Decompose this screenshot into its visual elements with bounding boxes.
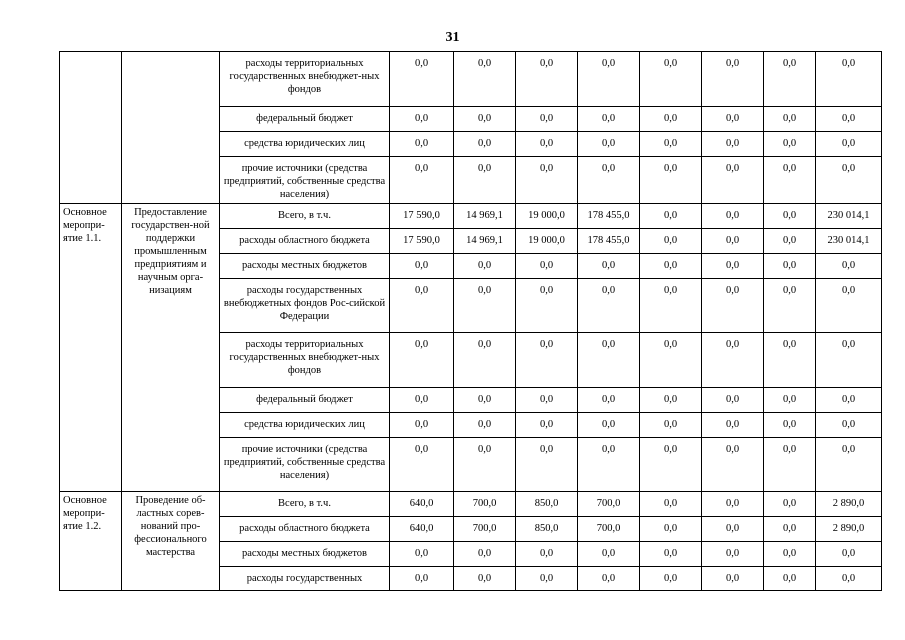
value-cell: 19 000,0 xyxy=(516,229,578,254)
value-cell: 0,0 xyxy=(764,438,816,492)
value-cell: 0,0 xyxy=(816,107,882,132)
value-cell: 0,0 xyxy=(702,517,764,542)
value-cell: 0,0 xyxy=(454,279,516,333)
value-cell: 0,0 xyxy=(578,157,640,204)
description-cell xyxy=(122,52,220,204)
value-cell: 0,0 xyxy=(816,132,882,157)
value-cell: 0,0 xyxy=(764,254,816,279)
value-cell: 17 590,0 xyxy=(390,204,454,229)
value-cell: 0,0 xyxy=(764,492,816,517)
value-cell: 0,0 xyxy=(516,107,578,132)
value-cell: 0,0 xyxy=(454,333,516,388)
value-cell: 0,0 xyxy=(516,413,578,438)
value-cell: 0,0 xyxy=(390,52,454,107)
value-cell: 0,0 xyxy=(764,333,816,388)
measure-cell: Основное меропри-ятие 1.2. xyxy=(60,492,122,591)
funding-source-cell: прочие источники (средства предприятий, собственные средства населения) xyxy=(220,438,390,492)
value-cell: 0,0 xyxy=(516,52,578,107)
value-cell: 0,0 xyxy=(578,388,640,413)
value-cell: 0,0 xyxy=(454,567,516,591)
value-cell: 0,0 xyxy=(816,438,882,492)
funding-source-cell: расходы территориальных государственных внебюджет-ных фондов xyxy=(220,52,390,107)
funding-source-cell: расходы территориальных государственных внебюджет-ных фондов xyxy=(220,333,390,388)
value-cell: 0,0 xyxy=(640,204,702,229)
value-cell: 640,0 xyxy=(390,492,454,517)
budget-table xyxy=(59,51,882,591)
value-cell: 0,0 xyxy=(640,157,702,204)
value-cell: 0,0 xyxy=(454,542,516,567)
value-cell: 230 014,1 xyxy=(816,229,882,254)
value-cell: 2 890,0 xyxy=(816,517,882,542)
value-cell: 0,0 xyxy=(702,542,764,567)
value-cell: 0,0 xyxy=(516,438,578,492)
value-cell: 0,0 xyxy=(640,388,702,413)
value-cell: 0,0 xyxy=(640,567,702,591)
value-cell: 0,0 xyxy=(454,254,516,279)
value-cell: 700,0 xyxy=(454,517,516,542)
measure-cell: Основное меропри-ятие 1.1. xyxy=(60,204,122,492)
value-cell: 0,0 xyxy=(640,254,702,279)
value-cell: 0,0 xyxy=(764,229,816,254)
value-cell: 0,0 xyxy=(454,388,516,413)
value-cell: 0,0 xyxy=(764,132,816,157)
value-cell: 0,0 xyxy=(764,567,816,591)
value-cell: 0,0 xyxy=(702,132,764,157)
description-cell: Проведение об-ластных сорев-нований про-фессионального мастерства xyxy=(122,492,220,591)
value-cell: 0,0 xyxy=(702,157,764,204)
value-cell: 0,0 xyxy=(816,52,882,107)
funding-source-cell: расходы государственных внебюджетных фондов Рос-сийской Федерации xyxy=(220,279,390,333)
value-cell: 0,0 xyxy=(390,254,454,279)
value-cell: 0,0 xyxy=(390,132,454,157)
value-cell: 0,0 xyxy=(516,333,578,388)
value-cell: 0,0 xyxy=(764,279,816,333)
funding-source-cell: средства юридических лиц xyxy=(220,132,390,157)
value-cell: 0,0 xyxy=(578,413,640,438)
value-cell: 0,0 xyxy=(578,279,640,333)
value-cell: 0,0 xyxy=(390,157,454,204)
value-cell: 0,0 xyxy=(702,567,764,591)
value-cell: 0,0 xyxy=(454,413,516,438)
value-cell: 0,0 xyxy=(454,107,516,132)
value-cell: 0,0 xyxy=(454,52,516,107)
value-cell: 0,0 xyxy=(764,542,816,567)
value-cell: 0,0 xyxy=(816,157,882,204)
value-cell: 0,0 xyxy=(390,279,454,333)
value-cell: 0,0 xyxy=(390,413,454,438)
value-cell: 0,0 xyxy=(702,204,764,229)
value-cell: 178 455,0 xyxy=(578,204,640,229)
value-cell: 0,0 xyxy=(702,388,764,413)
value-cell: 230 014,1 xyxy=(816,204,882,229)
value-cell: 0,0 xyxy=(816,413,882,438)
funding-source-cell: расходы областного бюджета xyxy=(220,229,390,254)
value-cell: 19 000,0 xyxy=(516,204,578,229)
value-cell: 0,0 xyxy=(702,438,764,492)
value-cell: 700,0 xyxy=(454,492,516,517)
value-cell: 0,0 xyxy=(702,229,764,254)
value-cell: 0,0 xyxy=(578,132,640,157)
value-cell: 0,0 xyxy=(702,333,764,388)
value-cell: 0,0 xyxy=(640,413,702,438)
value-cell: 0,0 xyxy=(390,107,454,132)
value-cell: 0,0 xyxy=(764,157,816,204)
value-cell: 0,0 xyxy=(516,567,578,591)
value-cell: 640,0 xyxy=(390,517,454,542)
value-cell: 0,0 xyxy=(816,254,882,279)
value-cell: 0,0 xyxy=(702,279,764,333)
description-cell: Предоставление государствен-ной поддержки промышленным предприятиям и научным орга-низациям xyxy=(122,204,220,492)
value-cell: 0,0 xyxy=(764,204,816,229)
value-cell: 0,0 xyxy=(578,107,640,132)
value-cell: 0,0 xyxy=(640,438,702,492)
value-cell: 0,0 xyxy=(516,254,578,279)
value-cell: 0,0 xyxy=(640,132,702,157)
value-cell: 0,0 xyxy=(516,542,578,567)
value-cell: 0,0 xyxy=(702,52,764,107)
funding-source-cell: расходы местных бюджетов xyxy=(220,254,390,279)
funding-source-cell: средства юридических лиц xyxy=(220,413,390,438)
value-cell: 0,0 xyxy=(640,279,702,333)
value-cell: 0,0 xyxy=(816,567,882,591)
value-cell: 0,0 xyxy=(516,279,578,333)
table-row xyxy=(60,492,882,517)
value-cell: 0,0 xyxy=(816,542,882,567)
value-cell: 0,0 xyxy=(640,542,702,567)
value-cell: 0,0 xyxy=(578,438,640,492)
funding-source-cell: федеральный бюджет xyxy=(220,388,390,413)
measure-cell xyxy=(60,52,122,204)
value-cell: 0,0 xyxy=(578,333,640,388)
value-cell: 0,0 xyxy=(702,492,764,517)
value-cell: 2 890,0 xyxy=(816,492,882,517)
value-cell: 0,0 xyxy=(816,333,882,388)
table-row xyxy=(60,204,882,229)
value-cell: 0,0 xyxy=(578,567,640,591)
value-cell: 0,0 xyxy=(640,333,702,388)
value-cell: 0,0 xyxy=(454,132,516,157)
value-cell: 0,0 xyxy=(764,517,816,542)
value-cell: 700,0 xyxy=(578,492,640,517)
value-cell: 0,0 xyxy=(702,107,764,132)
value-cell: 14 969,1 xyxy=(454,229,516,254)
value-cell: 0,0 xyxy=(640,52,702,107)
funding-source-cell: расходы государственных xyxy=(220,567,390,591)
value-cell: 0,0 xyxy=(816,279,882,333)
value-cell: 700,0 xyxy=(578,517,640,542)
value-cell: 0,0 xyxy=(640,492,702,517)
value-cell: 14 969,1 xyxy=(454,204,516,229)
table-row xyxy=(60,52,882,107)
value-cell: 0,0 xyxy=(702,413,764,438)
funding-source-cell: расходы местных бюджетов xyxy=(220,542,390,567)
value-cell: 0,0 xyxy=(764,107,816,132)
value-cell: 0,0 xyxy=(578,52,640,107)
value-cell: 850,0 xyxy=(516,517,578,542)
value-cell: 0,0 xyxy=(390,567,454,591)
value-cell: 0,0 xyxy=(390,542,454,567)
value-cell: 0,0 xyxy=(390,438,454,492)
value-cell: 0,0 xyxy=(390,333,454,388)
value-cell: 850,0 xyxy=(516,492,578,517)
value-cell: 0,0 xyxy=(516,132,578,157)
value-cell: 0,0 xyxy=(454,157,516,204)
funding-source-cell: прочие источники (средства предприятий, собственные средства населения) xyxy=(220,157,390,204)
value-cell: 17 590,0 xyxy=(390,229,454,254)
value-cell: 0,0 xyxy=(640,107,702,132)
value-cell: 0,0 xyxy=(454,438,516,492)
value-cell: 0,0 xyxy=(516,157,578,204)
value-cell: 0,0 xyxy=(764,413,816,438)
value-cell: 0,0 xyxy=(640,229,702,254)
funding-source-cell: Всего, в т.ч. xyxy=(220,204,390,229)
value-cell: 0,0 xyxy=(578,542,640,567)
page-number: 31 xyxy=(445,30,460,45)
value-cell: 0,0 xyxy=(516,388,578,413)
funding-source-cell: Всего, в т.ч. xyxy=(220,492,390,517)
value-cell: 0,0 xyxy=(764,388,816,413)
value-cell: 0,0 xyxy=(578,254,640,279)
value-cell: 178 455,0 xyxy=(578,229,640,254)
value-cell: 0,0 xyxy=(640,517,702,542)
funding-source-cell: федеральный бюджет xyxy=(220,107,390,132)
value-cell: 0,0 xyxy=(390,388,454,413)
value-cell: 0,0 xyxy=(816,388,882,413)
funding-source-cell: расходы областного бюджета xyxy=(220,517,390,542)
value-cell: 0,0 xyxy=(764,52,816,107)
value-cell: 0,0 xyxy=(702,254,764,279)
